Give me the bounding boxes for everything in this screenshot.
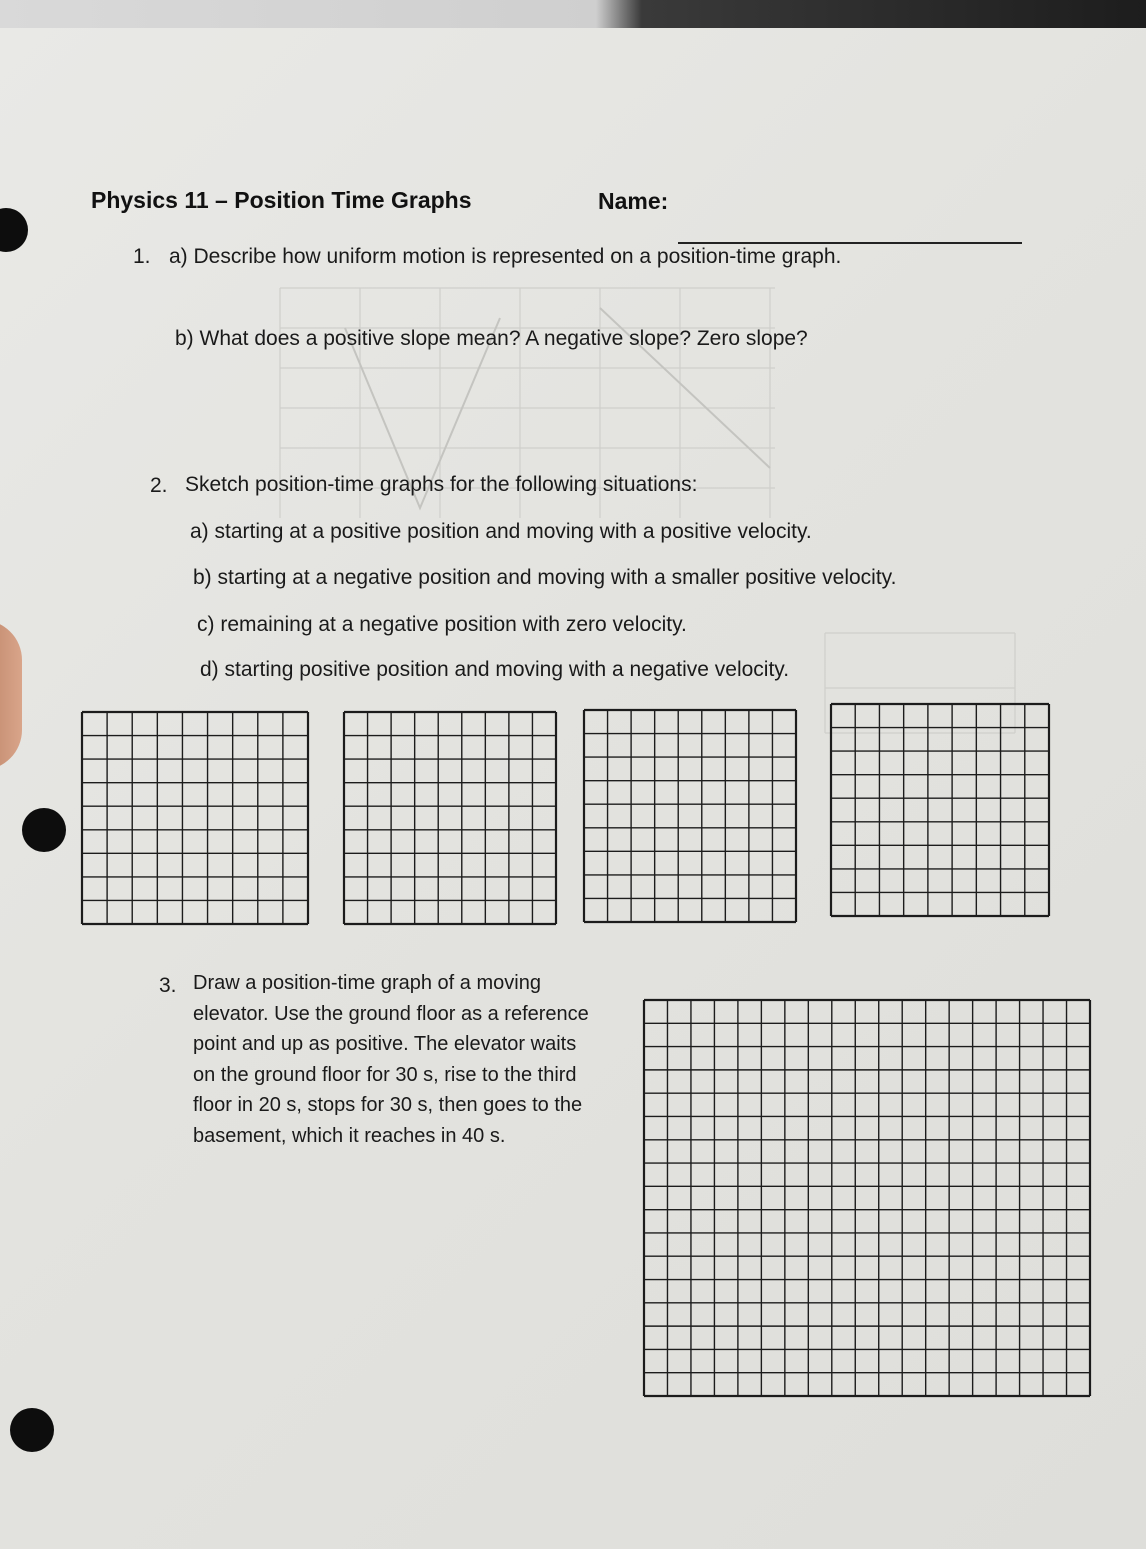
q3-graph-grid[interactable]	[642, 998, 1092, 1398]
q3-line-6: basement, which it reaches in 40 s.	[193, 1124, 506, 1147]
q1-part-b: b) What does a positive slope mean? A negative slope? Zero slope?	[175, 327, 808, 350]
q1-number: 1.	[133, 245, 151, 268]
q1-part-a: a) Describe how uniform motion is represented on a position-time graph.	[169, 245, 842, 268]
q3-line-2: elevator. Use the ground floor as a reference	[193, 1002, 589, 1025]
worksheet-title: Physics 11 – Position Time Graphs	[91, 187, 472, 213]
q2-graph-grid-c[interactable]	[582, 708, 798, 924]
worksheet-page	[0, 28, 1146, 1549]
q2-item-a: a) starting at a positive position and moving with a positive velocity.	[190, 520, 812, 543]
q3-number: 3.	[159, 974, 177, 997]
q2-prompt: Sketch position-time graphs for the following situations:	[185, 473, 698, 496]
q2-graph-grid-d[interactable]	[829, 702, 1051, 918]
q2-item-c: c) remaining at a negative position with zero velocity.	[197, 613, 687, 636]
q2-graph-grid-b[interactable]	[342, 710, 558, 926]
q3-text	[193, 968, 623, 1151]
q3-line-4: on the ground floor for 30 s, rise to the third	[193, 1063, 577, 1086]
binder-hole-middle	[22, 808, 66, 852]
name-label: Name:	[598, 188, 669, 214]
q3-line-5: floor in 20 s, stops for 30 s, then goes to the	[193, 1094, 583, 1116]
binder-hole-top	[0, 208, 28, 252]
q2-item-b: b) starting at a negative position and moving with a smaller positive velocity.	[193, 566, 897, 589]
q2-graph-grid-a[interactable]	[80, 710, 310, 926]
q2-number: 2.	[150, 474, 168, 497]
q2-item-d: d) starting positive position and moving with a negative velocity.	[200, 658, 790, 681]
q3-line-3: point and up as positive. The elevator waits	[193, 1033, 577, 1055]
q3-line-1: Draw a position-time graph of a moving	[193, 972, 541, 994]
binder-hole-bottom	[10, 1408, 54, 1452]
